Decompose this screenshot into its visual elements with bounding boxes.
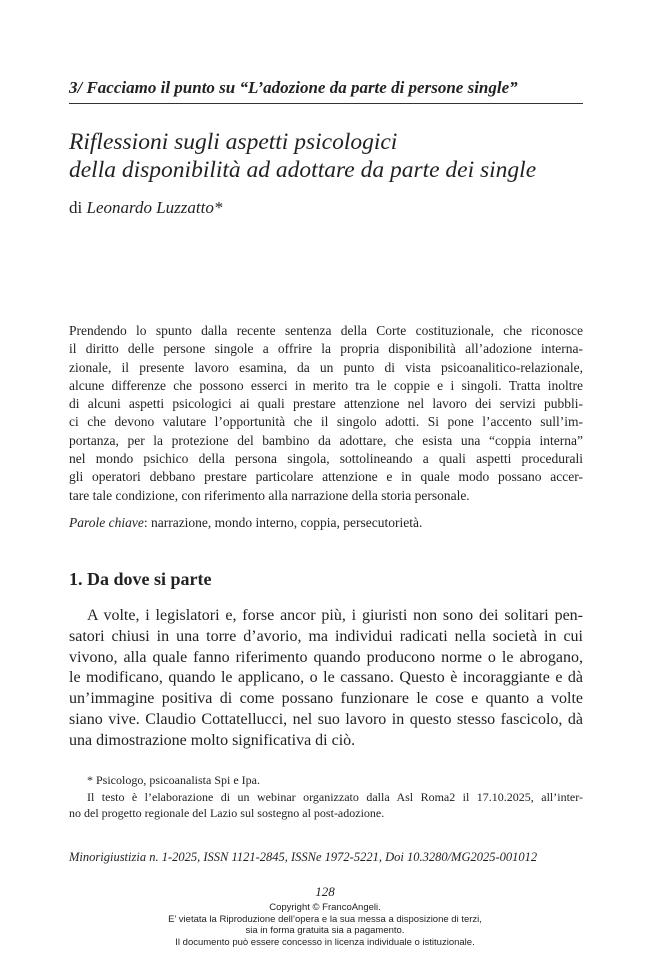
abstract-line: nel mondo psichico della persona singola, sottolineando a quali aspetti procedurali <box>69 451 583 467</box>
keywords-label: Parole chiave <box>69 515 144 530</box>
body-line: una dimostrazione molto significativa di ciò. <box>69 731 356 749</box>
copyright-line: E’ vietata la Riproduzione dell’opera e la sua messa a disposizione di terzi, <box>168 913 482 925</box>
body-line: un’immagine positiva di come possano funzionare le cose e quanto a volte <box>69 690 583 708</box>
abstract-line: tare tale condizione, con riferimento alla narrazione della storia personale. <box>69 487 470 503</box>
copyright-line: Il documento può essere concesso in licenza individuale o istituzionale. <box>175 936 475 948</box>
abstract-line: di alcuni aspetti psicologici ai quali prestare attenzione nel lavoro dei servizi pubbli- <box>69 396 583 412</box>
journal-citation: Minorigiustizia n. 1-2025, ISSN 1121-2845, ISSNe 1972-5221, Doi 10.3280/MG2025-001012 <box>69 850 538 864</box>
copyright-line: sia in forma gratuita sia a pagamento. <box>245 925 405 937</box>
page-number: 128 <box>315 884 335 899</box>
section-header-rule <box>69 103 583 104</box>
abstract-line: portanza, per la protezione del bambino da adottare, che esista una “coppia interna” <box>69 432 583 448</box>
abstract <box>69 322 583 505</box>
abstract-line: ci che devono valutare l’opportunità che il singolo adotti. Si pone l’accento sull’im- <box>69 414 583 430</box>
author-prefix: di <box>69 198 83 217</box>
footnote-line: no del progetto regionale del Lazio sul sostegno al post-adozione. <box>69 806 385 820</box>
section-heading: 1. Da dove si parte <box>69 569 212 589</box>
article-title <box>69 128 599 184</box>
footnote-line: * Psicologo, psicoanalista Spi e Ipa. <box>87 773 260 787</box>
abstract-line: zionale, il presente lavoro esamina, da un punto di vista psicoanalitico-relazionale, <box>69 359 583 375</box>
abstract-line: Prendendo lo spunto dalla recente sentenza della Corte costituzionale, che riconosce <box>69 323 583 338</box>
body-line: siano vive. Claudio Cottatellucci, nel suo lavoro in questo stesso fascicolo, dà <box>69 710 583 728</box>
body-line: le modificano, quando le applicano, o le cassano. Questo è incoraggiante e dà <box>69 669 583 687</box>
article-title-line: Riflessioni sugli aspetti psicologici <box>69 129 398 155</box>
body-line: A volte, i legislatori e, forse ancor più, i giuristi non sono dei solitari pen- <box>87 607 583 624</box>
footnote-line: Il testo è l’elaborazione di un webinar organizzato dalla Asl Roma2 il 17.10.2025, all’inter- <box>87 789 583 804</box>
keywords <box>69 514 583 532</box>
section-header: 3/ Facciamo il punto su “L’adozione da parte di persone single” <box>69 78 518 97</box>
abstract-line: alcune differenze che possono esserci in merito tra le coppie e i singoli. Tratta inoltre <box>69 377 583 393</box>
copyright-notice <box>0 902 650 948</box>
abstract-line: il diritto delle persone singole a offrire la propria disponibilità all’adozione interna- <box>69 341 583 357</box>
keywords-text: : narrazione, mondo interno, coppia, persecutorietà. <box>143 515 423 530</box>
article-title-line: della disponibilità ad adottare da parte dei single <box>69 157 537 183</box>
copyright-line: Copyright © FrancoAngeli. <box>269 902 381 913</box>
author-line <box>69 198 222 218</box>
footnotes <box>69 772 583 822</box>
author-name: Leonardo Luzzatto* <box>86 198 223 217</box>
body-line: vivono, alla quale fanno riferimento quando producono norme o le abrogano, <box>69 648 583 666</box>
body-paragraph <box>69 606 583 752</box>
body-line: satori chiusi in una torre d’avorio, ma individui radicati nella società in cui <box>69 627 583 645</box>
abstract-line: gli operatori debbano prestare particolare attenzione e in quale modo possano accer- <box>69 469 583 485</box>
